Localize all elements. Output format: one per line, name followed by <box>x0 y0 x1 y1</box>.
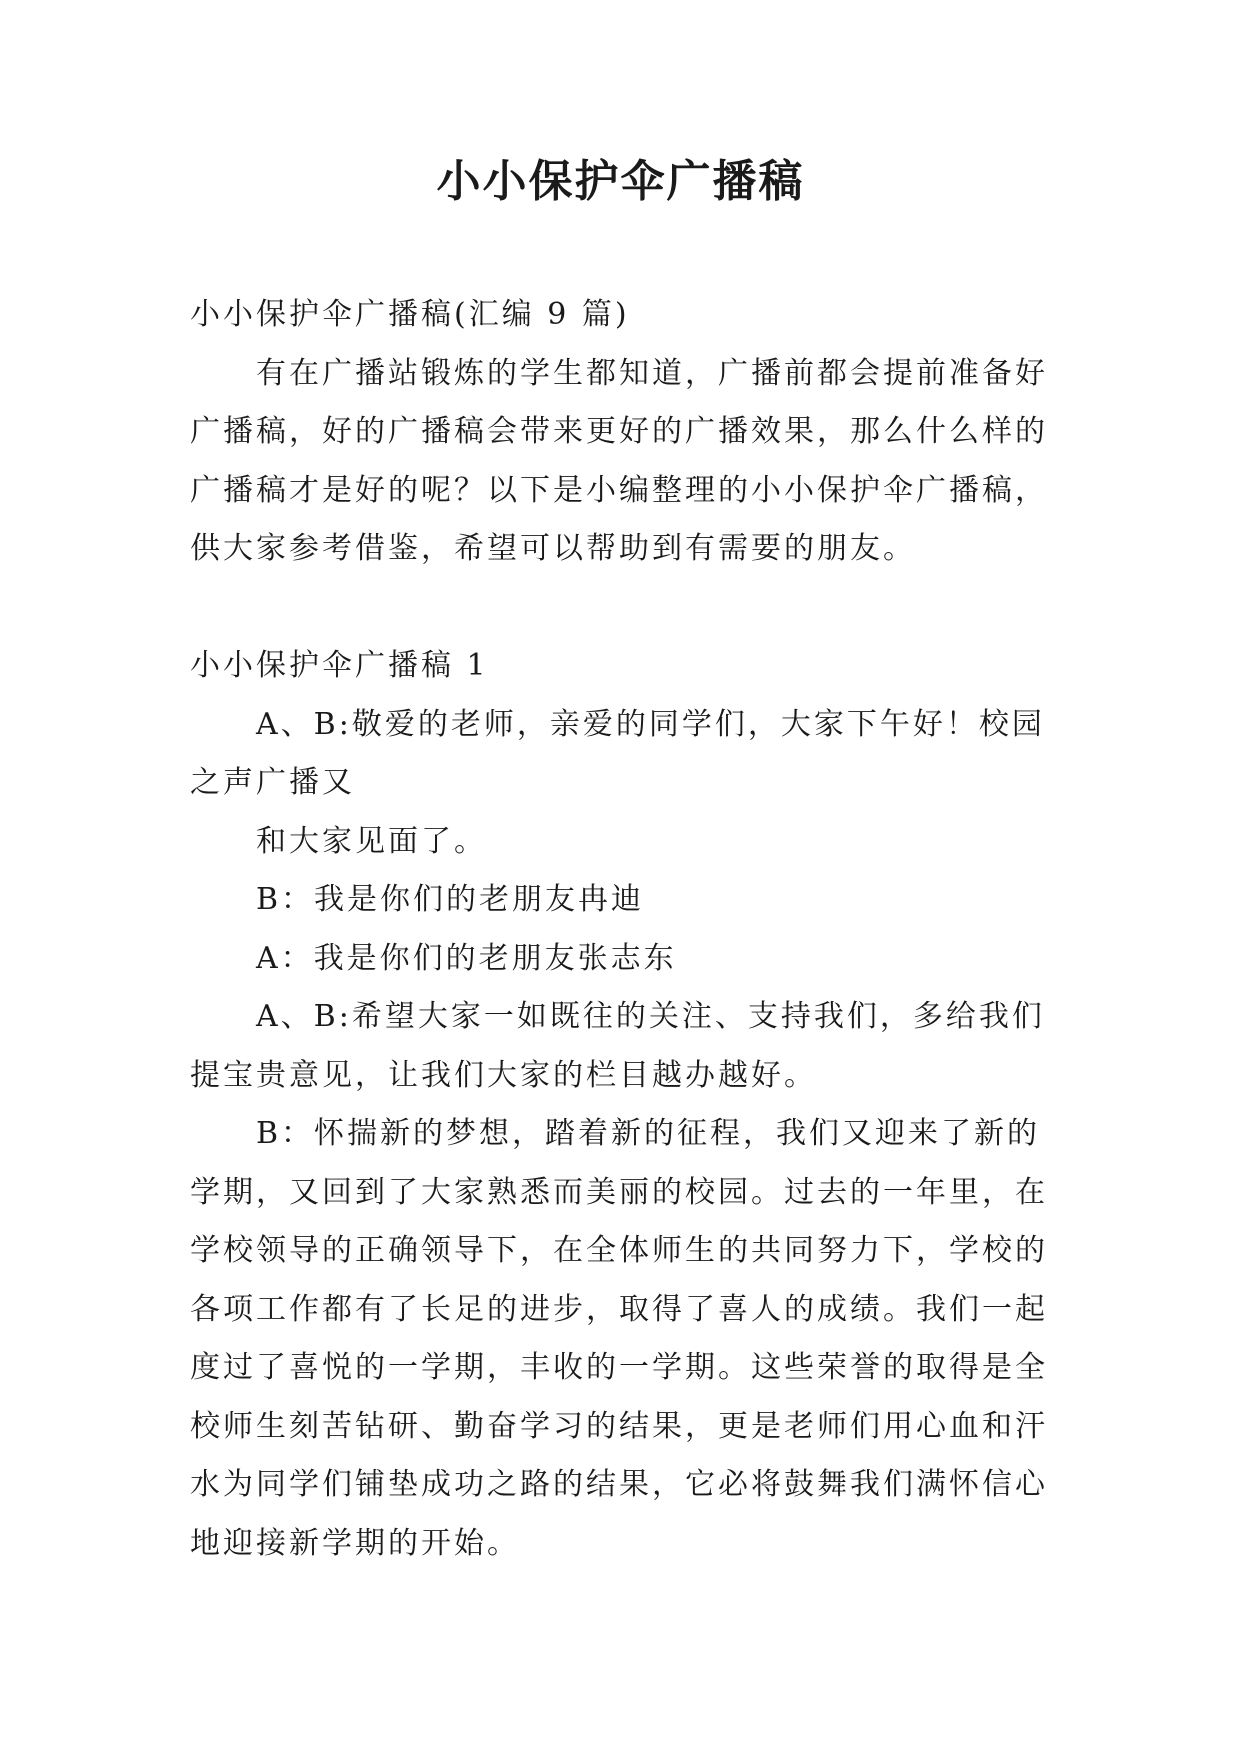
subtitle: 小小保护伞广播稿(汇编 9 篇) <box>190 297 630 332</box>
body-line: 各项工作都有了长足的进步，取得了喜人的成绩。我们一起 <box>190 1291 1048 1327</box>
body-line: 校师生刻苦钻研、勤奋学习的结果，更是老师们用心血和汗 <box>190 1408 1048 1444</box>
intro-line: 供大家参考借鉴，希望可以帮助到有需要的朋友。 <box>190 531 916 566</box>
paragraph-gap <box>190 579 1070 638</box>
body-line: 之声广播又 <box>190 765 355 800</box>
body-line: 学校领导的正确领导下，在全体师生的共同努力下，学校的 <box>190 1233 1048 1268</box>
intro-line: 广播稿才是好的呢？以下是小编整理的小小保护伞广播稿， <box>190 472 1048 508</box>
body-line: 提宝贵意见，让我们大家的栏目越办越好。 <box>190 1057 817 1093</box>
body-line: B：怀揣新的梦想，踏着新的征程，我们又迎来了新的 <box>256 1116 1041 1151</box>
section-heading: 小小保护伞广播稿 1 <box>190 648 489 683</box>
body-line: 学期，又回到了大家熟悉而美丽的校园。过去的一年里，在 <box>190 1174 1048 1210</box>
intro-line: 有在广播站锻炼的学生都知道，广播前都会提前准备好 <box>256 355 1048 391</box>
body-line: 度过了喜悦的一学期，丰收的一学期。这些荣誉的取得是全 <box>190 1350 1048 1385</box>
body-line: B：我是你们的老朋友冉迪 <box>256 882 645 917</box>
body-line: A：我是你们的老朋友张志东 <box>256 940 677 976</box>
body-line: 水为同学们铺垫成功之路的结果，它必将鼓舞我们满怀信心 <box>190 1467 1048 1502</box>
body-line: A、B:敬爱的老师，亲爱的同学们，大家下午好！校园 <box>256 706 1045 742</box>
body-line: 和大家见面了。 <box>256 823 487 859</box>
body-line: 地迎接新学期的开始。 <box>190 1525 520 1561</box>
document-title: 小小保护伞广播稿 <box>436 156 805 207</box>
document-body <box>190 286 1070 1573</box>
body-line: A、B:希望大家一如既往的关注、支持我们，多给我们 <box>256 999 1045 1034</box>
intro-line: 广播稿，好的广播稿会带来更好的广播效果，那么什么样的 <box>190 414 1048 449</box>
